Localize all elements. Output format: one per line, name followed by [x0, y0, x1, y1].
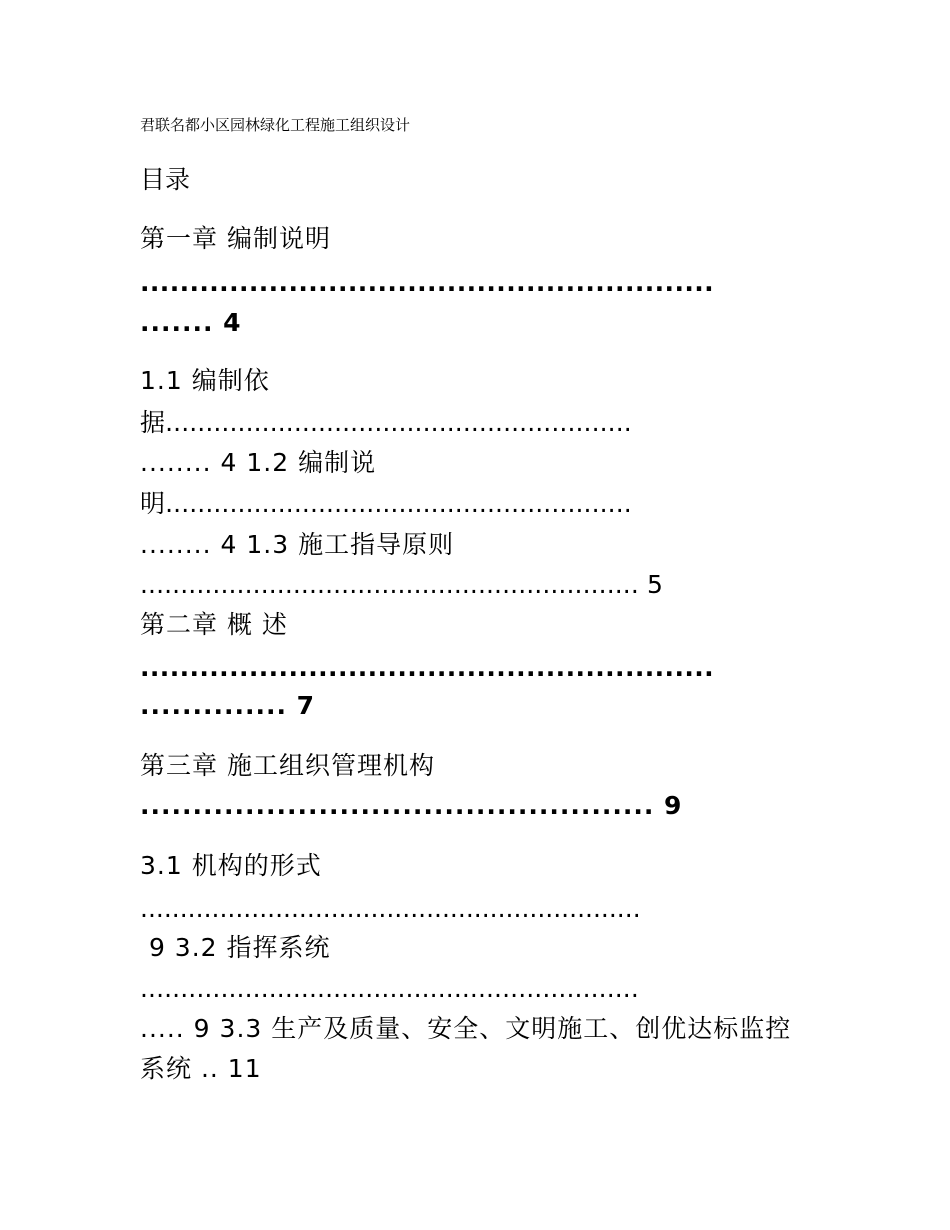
toc-leader-dots: ..............................................................	[140, 974, 639, 1003]
toc-entry-3-1: 3.1 机构的形式	[140, 851, 322, 880]
toc-entry-chapter-3: 第三章 施工组织管理机构	[140, 751, 435, 780]
toc-entry-3-3: ..... 9 3.3 生产及质量、安全、文明施工、创优达标监控	[140, 1014, 792, 1043]
toc-entry-1-2: ........ 4 1.2 编制说	[140, 448, 377, 477]
toc-leader-dots: ...............................................................	[140, 894, 641, 923]
toc-leader-dots: 明..........................................................	[140, 489, 632, 518]
toc-entry-3-3-continued: 系统 .. 11	[140, 1054, 262, 1083]
toc-page-number: ....... 4	[140, 308, 242, 337]
toc-entry-3-2: 9 3.2 指挥系统	[140, 933, 331, 962]
toc-entry-chapter-1: 第一章 编制说明	[140, 224, 331, 253]
toc-entry-1-1: 1.1 编制依	[140, 366, 270, 395]
document-header-title: 君联名都小区园林绿化工程施工组织设计	[140, 116, 411, 134]
toc-leader-dots: ..........................................................	[140, 268, 715, 297]
toc-page-number: .............. 7	[140, 691, 316, 720]
toc-entry-chapter-2: 第二章 概 述	[140, 610, 288, 639]
toc-entry-1-3: ........ 4 1.3 施工指导原则	[140, 530, 455, 559]
toc-leader-dots: 据..........................................................	[140, 408, 632, 437]
toc-heading: 目录	[140, 165, 191, 194]
toc-leader-dots: ................................................. 9	[140, 791, 683, 820]
toc-leader-dots: ..........................................................	[140, 653, 715, 682]
toc-leader-dots: .............................................................. 5	[140, 570, 663, 599]
